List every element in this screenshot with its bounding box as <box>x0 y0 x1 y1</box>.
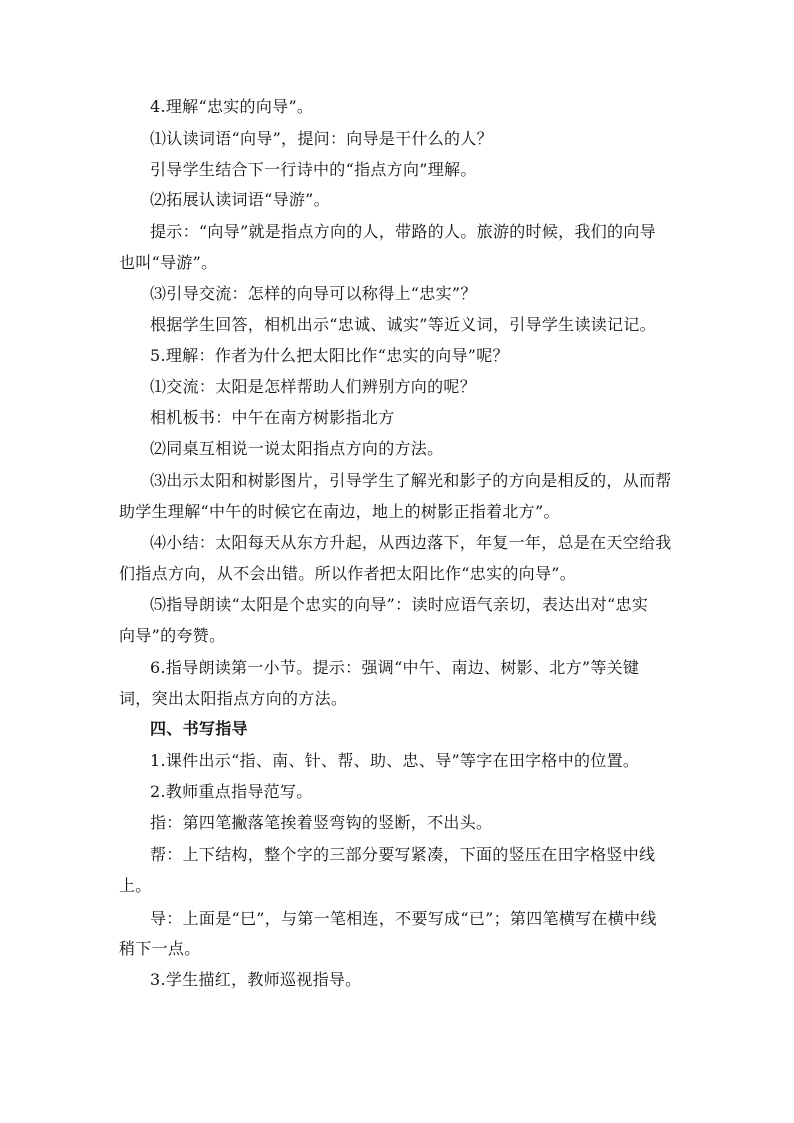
text-line: 稍下一点。 <box>119 939 201 958</box>
text-line: 导：上面是“巳”，与第一笔相连，不要写成“已”；第四笔横写在横中线 <box>150 909 657 928</box>
text-line: ⑴认读词语“向导”，提问：向导是干什么的人？ <box>150 129 493 148</box>
text-line: 向导”的夸赞。 <box>119 626 226 645</box>
text-line: 词，突出太阳指点方向的方法。 <box>119 689 348 708</box>
text-line: 相机板书：中午在南方树影指北方 <box>150 408 395 427</box>
text-line: 助学生理解“中午的时候它在南边，地上的树影正指着北方”。 <box>119 502 560 521</box>
text-line: ⑶引导交流：怎样的向导可以称得上“忠实”？ <box>150 284 477 303</box>
text-line: ⑸指导朗读“太阳是个忠实的向导”：读时应语气亲切，表达出对“忠实 <box>150 595 649 614</box>
text-line: ⑵拓展认读词语“导游”。 <box>150 190 330 209</box>
text-line: 3.学生描红，教师巡视指导。 <box>150 970 362 989</box>
text-line: 6.指导朗读第一小节。提示：强调“中午、南边、树影、北方”等关键 <box>150 658 640 677</box>
section-heading: 四、书写指导 <box>150 719 248 738</box>
text-line: 上。 <box>119 876 152 895</box>
text-line: ⑵同桌互相说一说太阳指点方向的方法。 <box>150 439 444 458</box>
text-line: 提示：“向导”就是指点方向的人，带路的人。旅游的时候，我们的向导 <box>150 222 656 241</box>
text-line: 5.理解：作者为什么把太阳比作“忠实的向导”呢？ <box>150 346 509 365</box>
text-line: 1.课件出示“指、南、针、帮、助、忠、导”等字在田字格中的位置。 <box>150 751 640 770</box>
text-line: 2.教师重点指导范写。 <box>150 782 313 801</box>
text-line: ⑶出示太阳和树影图片，引导学生了解光和影子的方向是相反的，从而帮 <box>150 471 672 490</box>
text-line: 指：第四笔撇落笔挨着竖弯钩的竖断，不出头。 <box>150 813 493 832</box>
text-line: ⑴交流：太阳是怎样帮助人们辨别方向的呢？ <box>150 377 477 396</box>
text-line: 根据学生回答，相机出示“忠诚、诚实”等近义词，引导学生读读记记。 <box>150 315 656 334</box>
text-line: ⑷小结：太阳每天从东方升起，从西边落下，年复一年，总是在天空给我 <box>150 533 672 552</box>
text-line: 4.理解“忠实的向导”。 <box>150 97 314 116</box>
text-line: 们指点方向，从不会出错。所以作者把太阳比作“忠实的向导”。 <box>119 564 577 583</box>
text-line: 引导学生结合下一行诗中的“指点方向”理解。 <box>150 160 477 179</box>
text-line: 帮：上下结构，整个字的三部分要写紧凑，下面的竖压在田字格竖中线 <box>150 845 656 864</box>
text-line: 也叫“导游”。 <box>119 253 218 272</box>
